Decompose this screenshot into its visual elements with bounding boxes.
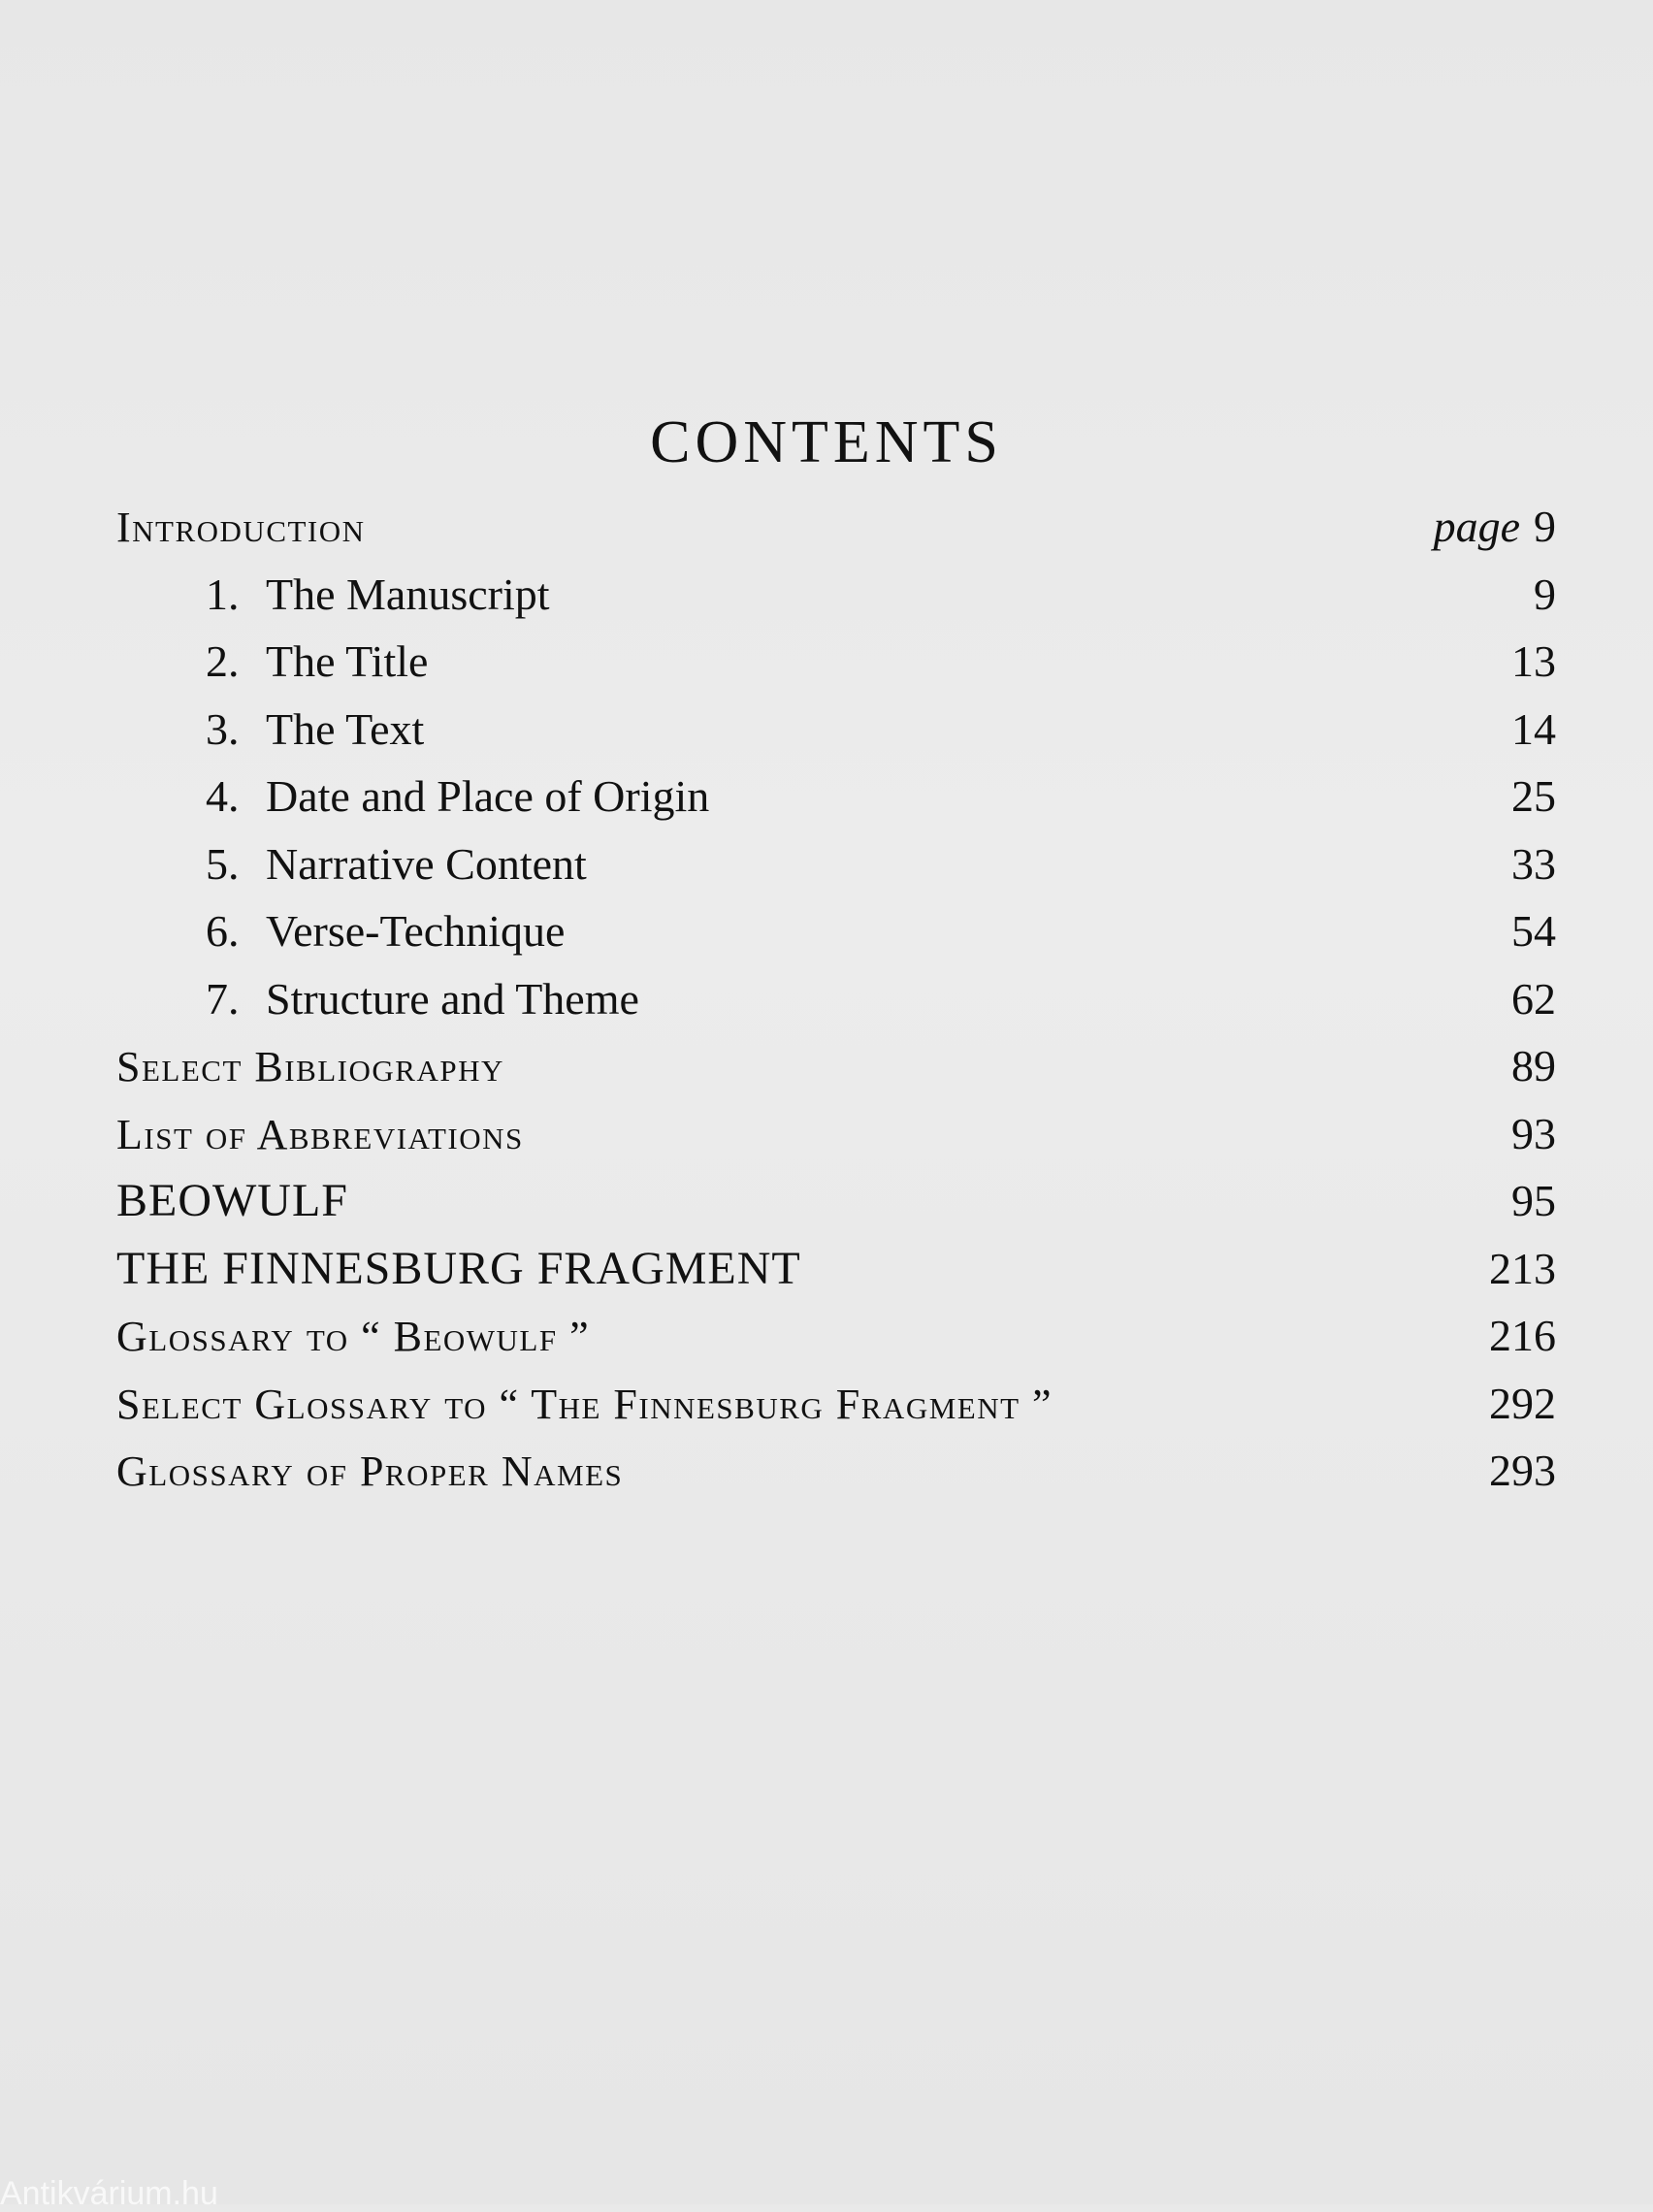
section-number: 6.	[206, 906, 240, 956]
contents-heading: CONTENTS	[650, 409, 1003, 475]
toc-entry-bibliography	[116, 1032, 1556, 1100]
page-number: 14	[1511, 703, 1556, 754]
watermark: Antikvárium.hu	[0, 2175, 218, 2212]
section-title: Structure and Theme	[266, 973, 639, 1024]
toc-entry-title	[116, 628, 1556, 696]
section-number: 4.	[206, 771, 240, 821]
section-number: 7.	[206, 973, 240, 1024]
section-title: Verse-Technique	[266, 906, 566, 956]
page-number: 9	[1534, 569, 1556, 619]
toc-entry-label: Introduction	[116, 504, 366, 551]
toc-entry-label	[116, 965, 639, 1033]
page-number: 62	[1511, 973, 1556, 1024]
toc-entry-finnesburg	[116, 1235, 1556, 1303]
toc-entry-manuscript	[116, 561, 1556, 629]
toc-entry-label: Select Bibliography	[116, 1043, 504, 1090]
toc-entry-page	[1434, 493, 1556, 561]
toc-entry-label	[116, 561, 550, 629]
page-number: 216	[1489, 1311, 1556, 1360]
page-number: 89	[1511, 1041, 1556, 1090]
page-number: 213	[1489, 1243, 1556, 1293]
toc-entry-label	[116, 830, 587, 898]
section-title: The Title	[266, 636, 429, 686]
page-number: 93	[1511, 1108, 1556, 1158]
toc-entry-narrative	[116, 830, 1556, 898]
toc-entry-label	[116, 696, 424, 764]
toc-entry-proper-names	[116, 1437, 1556, 1505]
page-number: 292	[1489, 1378, 1556, 1428]
table-of-contents	[116, 493, 1556, 1505]
section-number: 5.	[206, 838, 240, 889]
page-number: 33	[1511, 838, 1556, 889]
page-number: 293	[1489, 1446, 1556, 1495]
toc-entry-label: BEOWULF	[116, 1175, 348, 1226]
toc-entry-glossary-finnesburg	[116, 1370, 1556, 1438]
section-number: 3.	[206, 703, 240, 754]
section-title: Date and Place of Origin	[266, 771, 710, 821]
toc-entry-label: THE FINNESBURG FRAGMENT	[116, 1242, 801, 1294]
toc-entry-label: Select Glossary to “ The Finnesburg Fragment ”	[116, 1380, 1053, 1428]
toc-entry-label	[116, 897, 565, 965]
toc-entry-label	[116, 628, 428, 696]
page-number: 25	[1511, 771, 1556, 821]
section-title: Narrative Content	[266, 838, 587, 889]
section-number: 1.	[206, 569, 240, 619]
toc-entry-structure-theme	[116, 965, 1556, 1033]
toc-entry-beowulf	[116, 1167, 1556, 1235]
toc-entry-label: Glossary of Proper Names	[116, 1448, 624, 1495]
toc-entry-introduction	[116, 493, 1556, 561]
page-number: 95	[1511, 1176, 1556, 1225]
page-number: 9	[1534, 502, 1556, 551]
section-title: The Text	[266, 703, 425, 754]
toc-entry-abbreviations	[116, 1100, 1556, 1168]
toc-entry-label: List of Abbreviations	[116, 1110, 524, 1158]
toc-entry-date-origin	[116, 763, 1556, 830]
toc-entry-text	[116, 696, 1556, 764]
section-number: 2.	[206, 636, 240, 686]
page-word: page	[1433, 502, 1520, 551]
toc-entry-label: Glossary to “ Beowulf ”	[116, 1313, 591, 1360]
page-number: 54	[1511, 906, 1556, 956]
toc-entry-verse-technique	[116, 897, 1556, 965]
page-number: 13	[1511, 636, 1556, 686]
toc-entry-glossary-beowulf	[116, 1302, 1556, 1370]
section-title: The Manuscript	[266, 569, 550, 619]
toc-entry-label	[116, 763, 709, 830]
